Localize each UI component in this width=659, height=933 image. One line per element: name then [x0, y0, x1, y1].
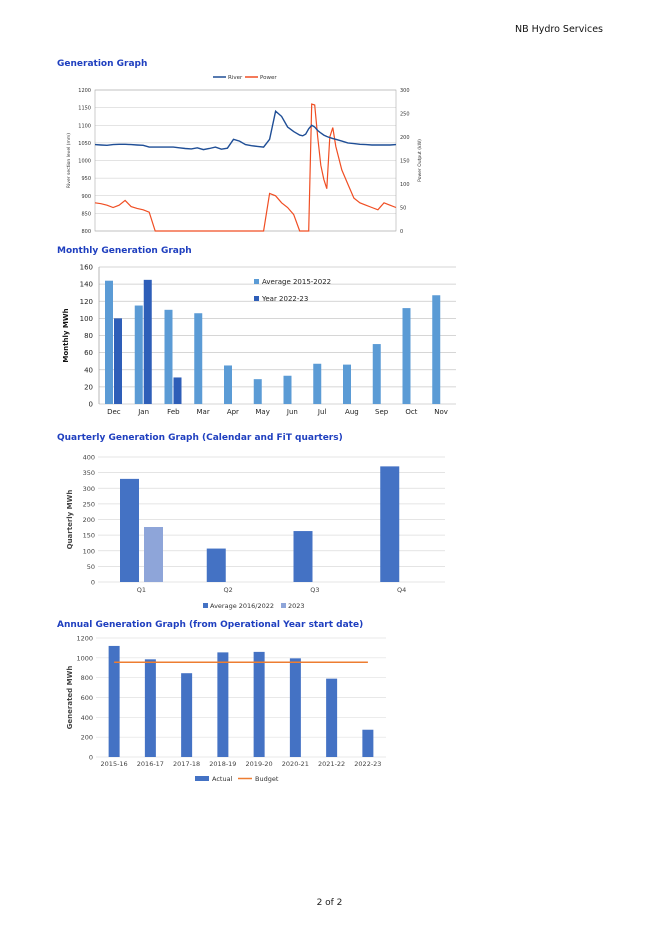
- generation-graph-title: Generation Graph: [57, 59, 148, 69]
- y2-tick-label: 200: [400, 135, 410, 141]
- y-tick-label: 200: [80, 733, 93, 742]
- y-tick-label: 400: [82, 453, 95, 462]
- bar: [224, 365, 232, 404]
- y-tick-label: 1000: [78, 158, 91, 165]
- y-tick-label: 800: [81, 229, 91, 235]
- annual-chart: [0, 630, 659, 790]
- legend-avg-swatch: [203, 603, 208, 608]
- y-tick-label: 20: [84, 383, 93, 392]
- y2-tick-label: 50: [400, 205, 407, 212]
- x-tick-label: Q3: [310, 586, 320, 594]
- x-tick-label: Feb: [167, 408, 180, 416]
- legend-2023-swatch: [281, 603, 286, 608]
- bar: [194, 313, 202, 404]
- y-tick-label: 1050: [78, 140, 91, 147]
- bar: [181, 673, 192, 757]
- y-tick-label: 850: [81, 211, 91, 218]
- y-tick-label: 1200: [78, 88, 91, 94]
- x-tick-label: May: [255, 408, 270, 416]
- x-tick-label: Sep: [375, 408, 389, 416]
- bar: [144, 527, 163, 582]
- y-axis-label: Quarterly MWh: [66, 489, 74, 550]
- bar: [120, 479, 139, 582]
- x-tick-label: Q2: [223, 586, 233, 594]
- legend-actual-label: Actual: [212, 775, 233, 783]
- y-tick-label: 1150: [78, 105, 91, 112]
- y-tick-label: 950: [81, 176, 91, 183]
- monthly-graph-title: Monthly Generation Graph: [57, 246, 192, 256]
- y-tick-label: 800: [80, 674, 93, 683]
- bar: [343, 365, 351, 404]
- bar: [326, 679, 337, 757]
- annual-graph-title: Annual Generation Graph (from Operational Year start date): [57, 620, 364, 630]
- y-tick-label: 250: [82, 500, 95, 509]
- x-tick-label: 2021-22: [318, 760, 346, 768]
- legend-avg-label: Average 2016/2022: [210, 602, 275, 610]
- y-tick-label: 40: [84, 366, 93, 375]
- y-tick-label: 350: [82, 469, 95, 478]
- x-tick-label: 2017-18: [173, 760, 201, 768]
- y-tick-label: 0: [90, 578, 95, 587]
- bar: [254, 379, 262, 404]
- y-tick-label: 60: [84, 349, 93, 358]
- y-tick-label: 100: [79, 314, 93, 323]
- y-tick-label: 80: [84, 332, 93, 340]
- x-tick-label: Jun: [286, 408, 298, 416]
- y-tick-label: 140: [79, 280, 93, 289]
- legend-year-label: Year 2022-23: [262, 295, 309, 303]
- x-tick-label: 2019-20: [245, 760, 273, 768]
- bar: [313, 364, 321, 404]
- x-tick-label: 2022-23: [354, 760, 382, 768]
- y2-axis-label: Power Output (kW): [418, 139, 423, 182]
- bar: [114, 318, 122, 404]
- bar: [217, 652, 228, 757]
- bar: [254, 652, 265, 757]
- bar: [362, 730, 373, 757]
- x-tick-label: Jan: [138, 408, 150, 416]
- river-series-line: [95, 111, 396, 149]
- legend-year-swatch: [254, 296, 259, 301]
- bar: [144, 280, 152, 404]
- x-tick-label: 2020-21: [281, 760, 309, 768]
- bar: [207, 549, 226, 582]
- legend-avg-swatch: [254, 279, 259, 284]
- legend-avg-label: Average 2015-2022: [262, 278, 332, 286]
- y-tick-label: 900: [81, 193, 91, 200]
- y2-tick-label: 100: [400, 182, 410, 188]
- quarterly-chart: [0, 445, 659, 615]
- y-axis-label: River section level (mm): [67, 132, 72, 189]
- x-tick-label: 2015-16: [100, 760, 128, 768]
- y-tick-label: 150: [82, 531, 95, 540]
- y2-tick-label: 0: [400, 229, 404, 235]
- x-tick-label: Dec: [107, 408, 121, 416]
- y2-tick-label: 300: [400, 88, 410, 94]
- bar: [284, 376, 292, 404]
- company-name: NB Hydro Services: [514, 24, 603, 35]
- y-tick-label: 0: [88, 753, 93, 762]
- bar: [135, 306, 143, 404]
- monthly-chart: [0, 258, 659, 426]
- legend-2023-label: 2023: [288, 602, 305, 610]
- y-tick-label: 400: [80, 713, 93, 722]
- x-tick-label: Apr: [226, 408, 239, 416]
- x-tick-label: Mar: [196, 408, 210, 416]
- x-tick-label: Jul: [317, 408, 327, 416]
- generation-chart: [0, 70, 659, 242]
- x-tick-label: Oct: [405, 408, 418, 416]
- bar: [294, 531, 313, 582]
- legend-actual-swatch: [195, 776, 209, 781]
- y-tick-label: 100: [82, 547, 95, 556]
- bar: [174, 377, 182, 404]
- y-tick-label: 120: [79, 297, 93, 306]
- x-tick-label: 2016-17: [136, 760, 164, 768]
- y2-tick-label: 250: [400, 111, 410, 118]
- y-tick-label: 300: [82, 484, 95, 493]
- power-series-line: [95, 104, 396, 231]
- bar: [380, 466, 399, 582]
- y-tick-label: 600: [80, 694, 93, 702]
- y-axis-label: Monthly MWh: [62, 308, 70, 363]
- x-tick-label: Q4: [396, 586, 407, 594]
- y-tick-label: 1200: [76, 634, 93, 643]
- y-tick-label: 1000: [76, 654, 93, 663]
- page-number: 2 of 2: [316, 898, 343, 908]
- quarterly-graph-title: Quarterly Generation Graph (Calendar and FiT quarters): [57, 433, 343, 443]
- x-tick-label: Nov: [434, 408, 448, 416]
- y2-tick-label: 150: [400, 158, 410, 165]
- legend-river-label: River: [228, 75, 243, 81]
- legend-power-label: Power: [260, 75, 277, 81]
- legend-budget-label: Budget: [255, 775, 279, 783]
- y-tick-label: 1100: [78, 123, 91, 130]
- y-tick-label: 160: [79, 263, 93, 272]
- bar: [432, 295, 440, 404]
- y-axis-label: Generated MWh: [66, 665, 74, 730]
- bar: [290, 658, 301, 757]
- bar: [403, 308, 411, 404]
- y-tick-label: 50: [86, 562, 95, 571]
- bar: [145, 659, 156, 757]
- x-tick-label: Aug: [345, 408, 359, 416]
- x-tick-label: 2018-19: [209, 760, 237, 768]
- y-tick-label: 0: [88, 400, 93, 409]
- y-tick-label: 200: [82, 516, 95, 524]
- bar: [165, 310, 173, 404]
- x-tick-label: Q1: [136, 586, 147, 594]
- bar: [373, 344, 381, 404]
- bar: [105, 281, 113, 404]
